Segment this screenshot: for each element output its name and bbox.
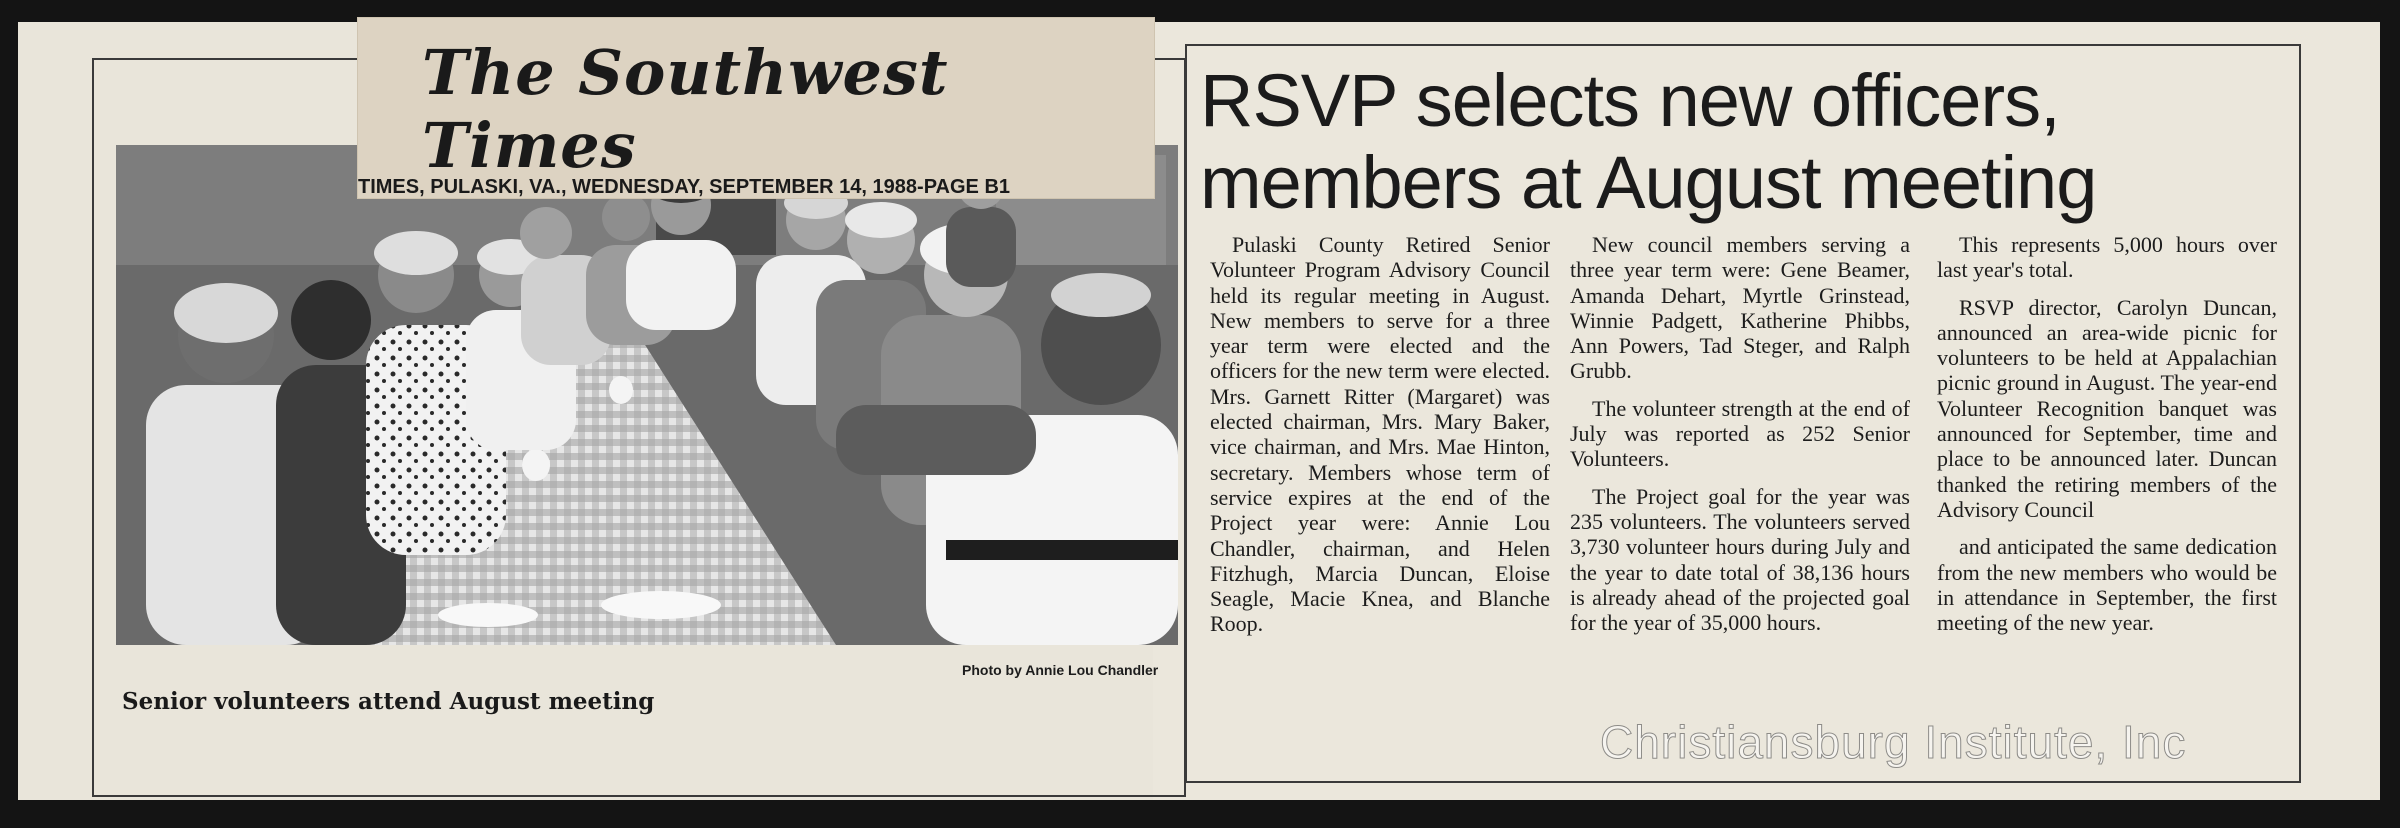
watermark: Christiansburg Institute, Inc [1600, 716, 2187, 768]
photo-credit: Photo by Annie Lou Chandler [962, 662, 1159, 678]
masthead [358, 18, 1154, 198]
paragraph: RSVP director, Carolyn Duncan, announced an area-wide picnic for volunteers to be held at Appalachian picnic ground in August. The year-end Volunteer Recognition banquet was announced for September, time and place to be announced later. Duncan thanked the retiring members of the Advisory Council [1937, 294, 2277, 522]
paragraph: The volunteer strength at the end of July was reported as 252 Senior Volunteers. [1570, 395, 1910, 472]
paragraph: This represents 5,000 hours over last year's total. [1937, 232, 2277, 283]
meeting-photo [116, 145, 1178, 645]
article-column-3 [1937, 232, 2277, 647]
paragraph: and anticipated the same dedication from the new members who would be in attendance in September, the first meeting of the new year. [1937, 534, 2277, 636]
article-column-2 [1570, 232, 1910, 647]
photo-caption: Senior volunteers attend August meeting [122, 688, 655, 715]
paragraph: The Project goal for the year was 235 volunteers. The volunteers served 3,730 volunteer hours during July and the year to date total of 38,136 hours is already ahead of the projected goal for the year of 35,000 hours. [1570, 483, 1910, 636]
paragraph: Pulaski County Retired Senior Volunteer Program Advisory Council held its regular meeting in August. New members to serve for a three year term were elected and the officers for the new term were elected. Mrs. Garnett Ritter (Margaret) was elected chairman, Mrs. Mary Baker, vice chairman, and Mrs. Mae Hinton, secretary. Members whose term of service expires at the end of the Project year were: Annie Lou Chandler, chairman, and Helen Fitzhugh, Marcia Duncan, Eloise Seagle, Macie Knea, and Blanche Roop. [1210, 232, 1550, 637]
paragraph: New council members serving a three year term were: Gene Beamer, Amanda Dehart, Myrtle Grinstead, Winnie Padgett, Katherine Phibbs, Ann Powers, Tad Steger, and Ralph Grubb. [1570, 232, 1910, 384]
meeting-photo-illustration [116, 145, 1178, 645]
article-column-1 [1210, 232, 1550, 649]
dateline: TIMES, PULASKI, VA., WEDNESDAY, SEPTEMBER 14, 1988-PAGE B1 [358, 176, 1011, 198]
article-headline: RSVP selects new officers, members at August meeting [1200, 59, 2097, 224]
newspaper-name: The Southwest Times [422, 36, 949, 182]
